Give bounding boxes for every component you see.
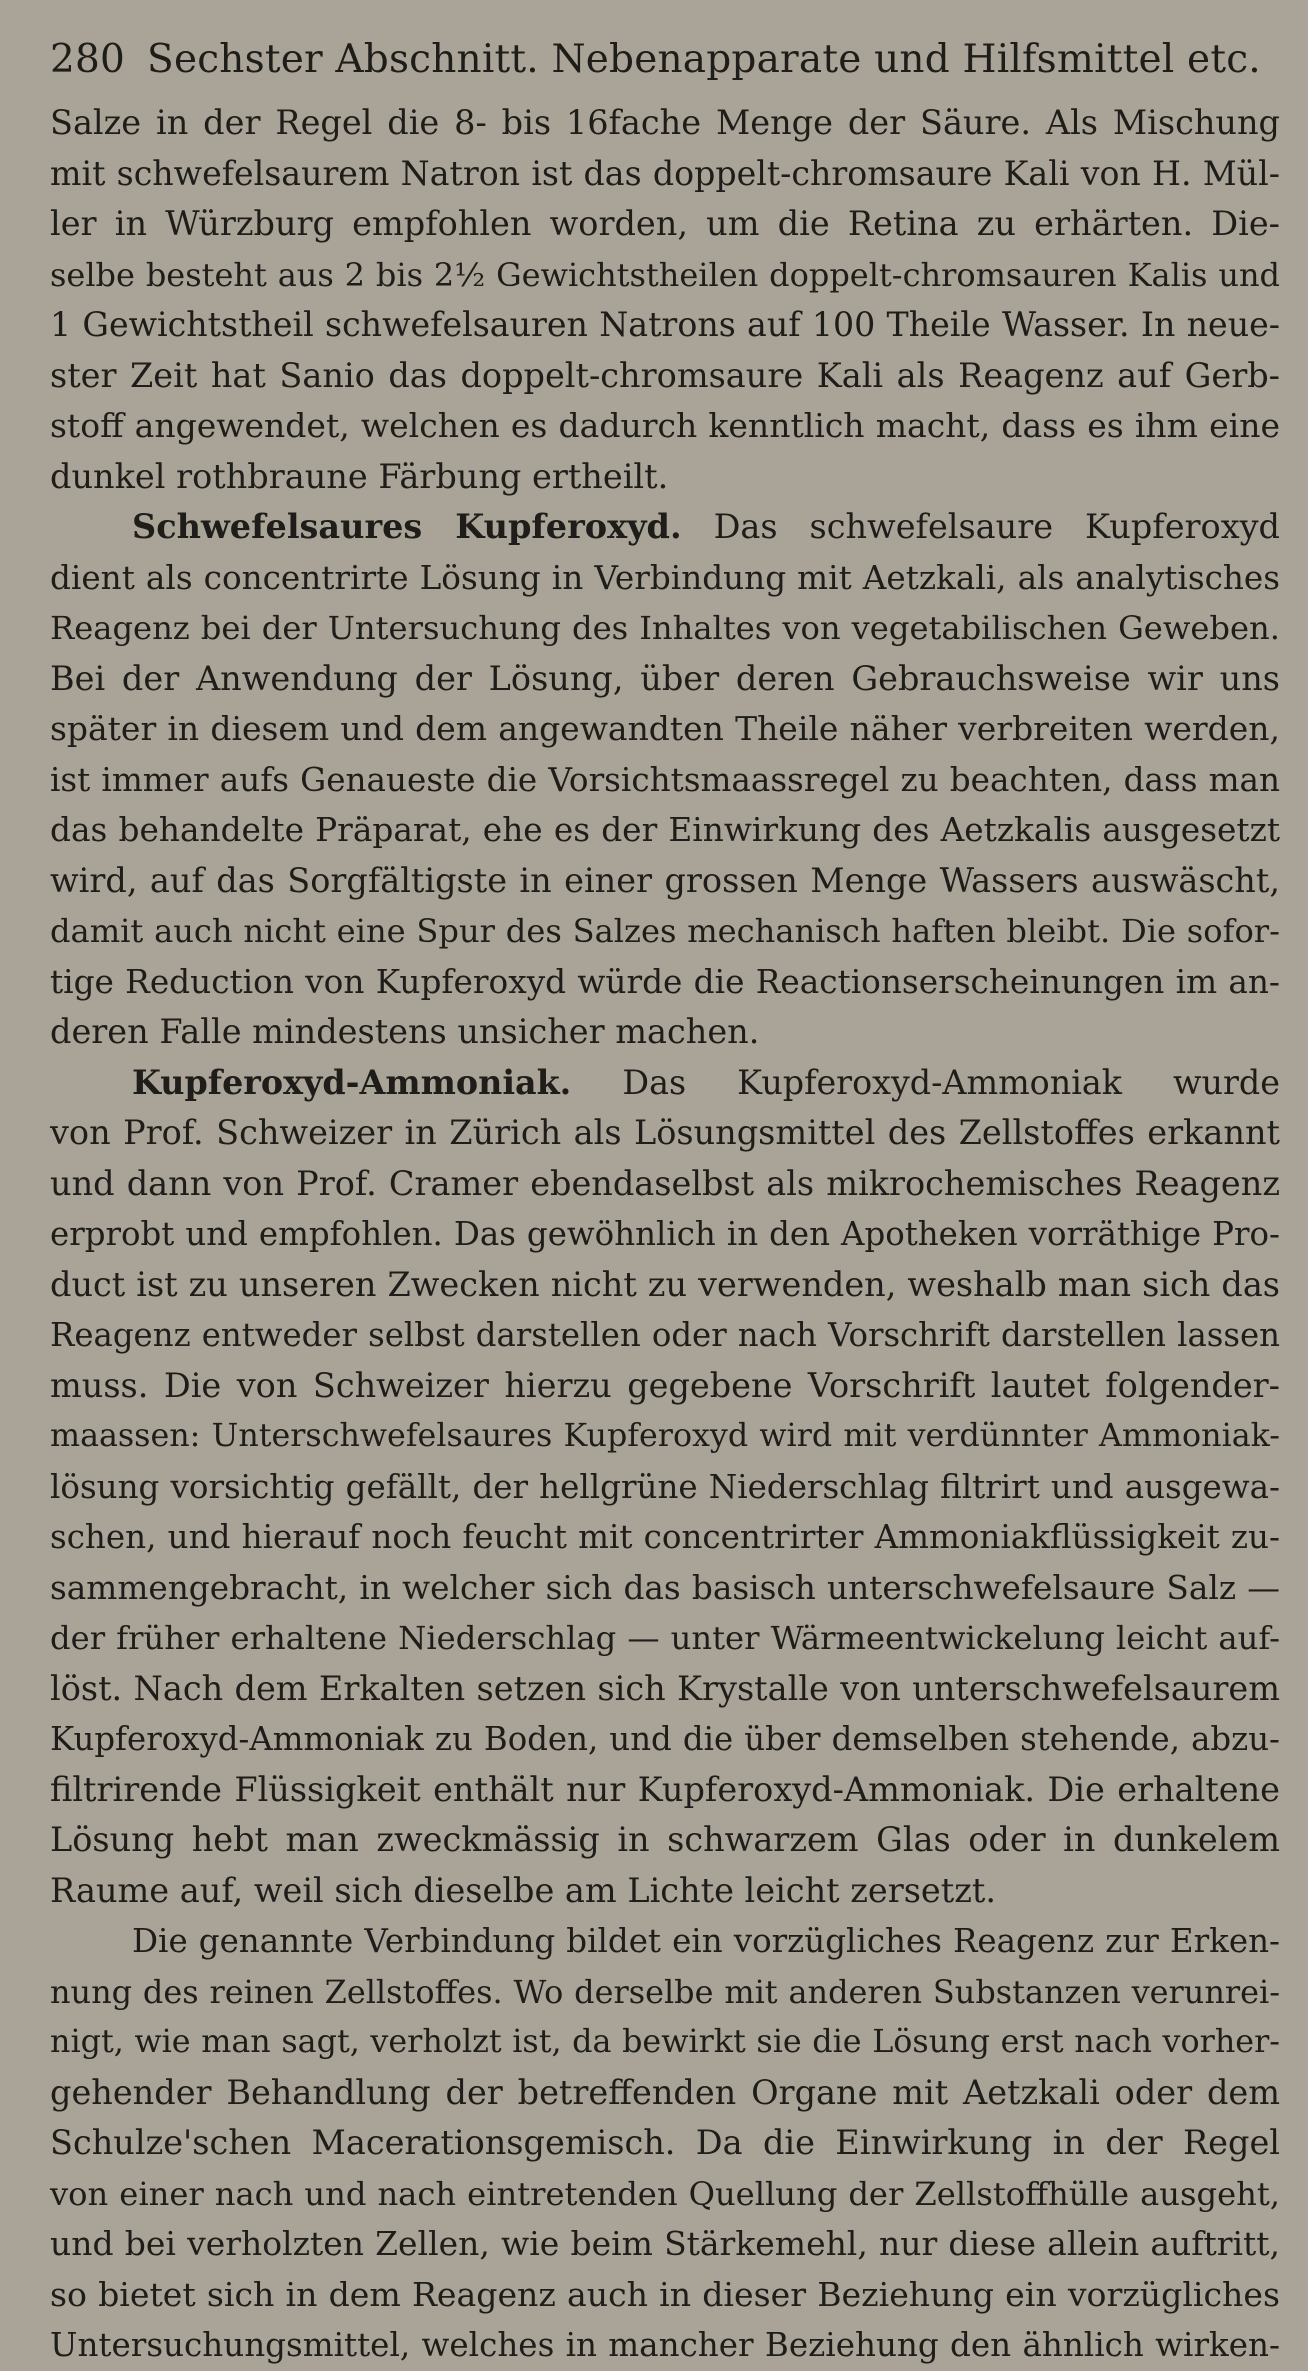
paragraph-zellstoff-reagenz (50, 1916, 1280, 2371)
text-line: Salze in der Regel die 8- bis 16fache Menge der Säure. Als Mischung (50, 103, 1280, 142)
paragraph-chromsaures-kali (50, 98, 1280, 502)
text-line: erprobt und empfohlen. Das gewöhnlich in den Apotheken vorräthige Pro- (50, 1215, 1280, 1253)
book-page (50, 22, 1280, 2371)
text-line: dient als concentrirte Lösung in Verbindung mit Aetzkali, als analytisches (50, 558, 1280, 597)
text-line: sammengebracht, in welcher sich das basisch unterschwefelsaure Salz — (50, 1568, 1280, 1607)
text-line: duct ist zu unseren Zwecken nicht zu verwenden, weshalb man sich das (50, 1264, 1280, 1304)
text-line: gehender Behandlung der betreffenden Organe mit Aetzkali oder dem (50, 2072, 1280, 2112)
paragraph-schwefelsaures-kupferoxyd (50, 502, 1280, 1058)
text-line: nigt, wie man sagt, verholzt ist, da bewirkt sie die Lösung erst nach vorher- (50, 2024, 1280, 2060)
heading-continuation: Das Kupferoxyd-Ammoniak wurde (622, 1062, 1280, 1102)
text-line: deren Falle mindestens unsicher machen. (50, 1012, 760, 1051)
text-line: löst. Nach dem Erkalten setzen sich Krystalle von unterschwefelsaurem (50, 1668, 1280, 1708)
text-line: muss. Die von Schweizer hierzu gegebene Vorschrift lautet folgender- (50, 1365, 1280, 1405)
text-line: nung des reinen Zellstoffes. Wo derselbe mit anderen Substanzen verunrei- (50, 1972, 1280, 2011)
text-line: Schulze'schen Macerationsgemisch. Da die Einwirkung in der Regel (50, 2123, 1280, 2162)
text-line-first (50, 502, 1280, 553)
text-line: selbe besteht aus 2 bis 2½ Gewichtstheilen doppelt-chromsauren Kalis und (50, 255, 1280, 294)
text-line: das behandelte Präparat, ehe es der Einwirkung des Aetzkalis ausgesetzt (50, 811, 1280, 849)
text-line: Kupferoxyd-Ammoniak zu Boden, und die über demselben stehende, abzu- (50, 1720, 1280, 1758)
text-line: Untersuchungsmittel, welches in mancher Beziehung den ähnlich wirken- (50, 2326, 1280, 2364)
text-line: lösung vorsichtig gefällt, der hellgrüne Niederschlag filtrirt und ausgewa- (50, 1467, 1280, 1506)
text-line: damit auch nicht eine Spur des Salzes mechanisch haften bleibt. Die sofor- (50, 912, 1280, 950)
text-line: Lösung hebt man zweckmässig in schwarzem Glas oder in dunkelem (50, 1820, 1280, 1859)
text-line: Bei der Anwendung der Lösung, über deren Gebrauchsweise wir uns (50, 658, 1280, 698)
text-line: von Prof. Schweizer in Zürich als Lösungsmittel des Zellstoffes erkannt (50, 1113, 1280, 1152)
page-number: 280 (50, 37, 126, 82)
text-line: stoff angewendet, welchen es dadurch kenntlich macht, dass es ihm eine (50, 406, 1280, 445)
text-line: und dann von Prof. Cramer ebendaselbst als mikrochemisches Reagenz (50, 1163, 1280, 1203)
text-line: so bietet sich in dem Reagenz auch in dieser Beziehung ein vorzügliches (50, 2274, 1280, 2314)
running-header (50, 22, 1280, 98)
text-line: Reagenz entweder selbst darstellen oder nach Vorschrift darstellen lassen (50, 1316, 1280, 1354)
paragraph-kupferoxyd-ammoniak (50, 1058, 1280, 1917)
text-line: filtrirende Flüssigkeit enthält nur Kupferoxyd-Ammoniak. Die erhaltene (50, 1769, 1280, 1809)
text-line: Reagenz bei der Untersuchung des Inhaltes von vegetabilischen Geweben. (50, 609, 1280, 647)
text-line: ler in Würzburg empfohlen worden, um die Retina zu erhärten. Die- (50, 204, 1280, 243)
text-line: später in diesem und dem angewandten Theile näher verbreiten werden, (50, 709, 1280, 748)
text-line: der früher erhaltene Niederschlag — unter Wärmeentwickelung leicht auf- (50, 1619, 1280, 1657)
section-heading: Kupferoxyd-Ammoniak. (132, 1062, 572, 1102)
text-line: von einer nach und nach eintretenden Quellung der Zellstoffhülle ausgeht, (50, 2174, 1280, 2213)
text-line: Raume auf, weil sich dieselbe am Lichte leicht zersetzt. (50, 1870, 996, 1910)
text-line: 1 Gewichtstheil schwefelsauren Natrons auf 100 Theile Wasser. In neue- (50, 305, 1280, 344)
text-line: dunkel rothbraune Färbung ertheilt. (50, 456, 669, 496)
text-line: ster Zeit hat Sanio das doppelt-chromsaure Kali als Reagenz auf Gerb- (50, 355, 1280, 395)
section-heading: Schwefelsaures Kupferoxyd. (132, 507, 682, 546)
text-line-first: Die genannte Verbindung bildet ein vorzügliches Reagenz zur Erken- (132, 1922, 1280, 1960)
text-line: maassen: Unterschwefelsaures Kupferoxyd wird mit verdünnter Ammoniak- (50, 1418, 1280, 1454)
text-line: und bei verholzten Zellen, wie beim Stärkemehl, nur diese allein auftritt, (50, 2224, 1280, 2263)
running-title: Sechster Abschnitt. Nebenapparate und Hilfsmittel etc. (147, 37, 1261, 82)
text-line: wird, auf das Sorgfältigste in einer grossen Menge Wassers auswäscht, (50, 860, 1280, 900)
text-line: schen, und hierauf noch feucht mit concentrirter Ammoniakflüssigkeit zu- (50, 1518, 1280, 1556)
text-line-first (50, 1058, 1280, 1109)
text-line: tige Reduction von Kupferoxyd würde die Reactionserscheinungen im an- (50, 962, 1280, 1001)
text-line: mit schwefelsaurem Natron ist das doppelt-chromsaure Kali von H. Mül- (50, 153, 1280, 193)
heading-continuation: Das schwefelsaure Kupferoxyd (713, 507, 1280, 546)
text-line: ist immer aufs Genaueste die Vorsichtsmaassregel zu beachten, dass man (50, 760, 1280, 799)
